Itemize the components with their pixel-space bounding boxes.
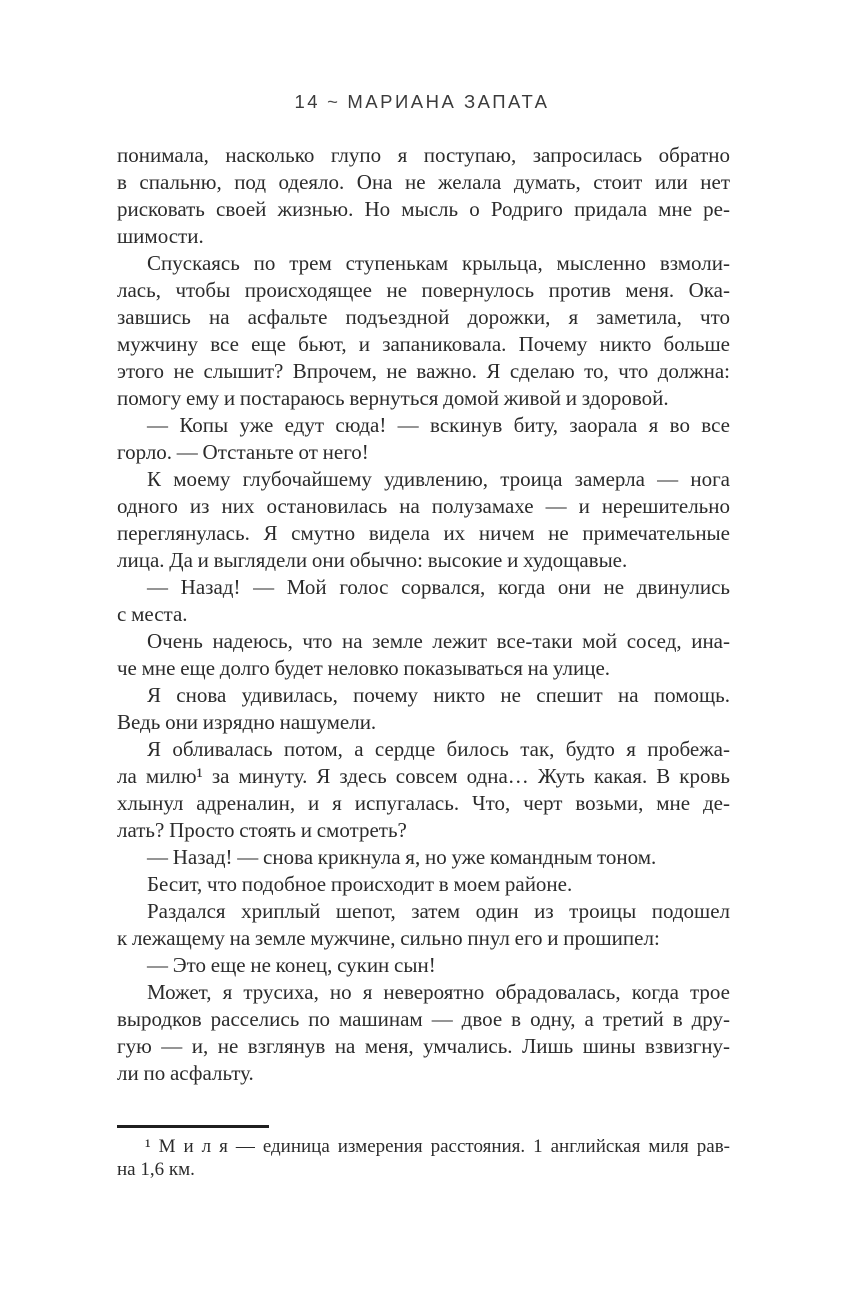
- paragraph: [117, 898, 730, 952]
- paragraph: [117, 736, 730, 844]
- text-line: Бесит, что подобное происходит в моем районе.: [147, 872, 573, 896]
- text-line: Очень надеюсь, что на земле лежит все-таки мой сосед, ина-: [147, 629, 730, 653]
- text-line: понимала, насколько глупо я поступаю, запросилась обратно: [117, 143, 730, 167]
- separator-tilde: ~: [327, 91, 341, 112]
- footnote-line: на 1,6 км.: [117, 1159, 195, 1180]
- text-line: лица. Да и выглядели они обычно: высокие и худощавые.: [117, 548, 628, 572]
- footnote: [117, 1125, 730, 1181]
- running-head: [0, 92, 844, 112]
- text-line: ли по асфальту.: [117, 1061, 254, 1085]
- text-line: — Назад! — снова крикнула я, но уже командным тоном.: [147, 845, 657, 869]
- text-line: Спускаясь по трем ступенькам крыльца, мысленно взмоли-: [147, 251, 730, 275]
- text-line: к лежащему на земле мужчине, сильно пнул его и прошипел:: [117, 926, 660, 950]
- text-line: Раздался хриплый шепот, затем один из троицы подошел: [147, 899, 730, 923]
- text-line: этого не слышит? Впрочем, не важно. Я сделаю то, что должна:: [117, 359, 730, 383]
- text-line: хлынул адреналин, и я испугалась. Что, черт возьми, мне де-: [117, 791, 730, 815]
- text-line: в спальню, под одеяло. Она не желала думать, стоит или нет: [117, 170, 730, 194]
- text-line: с места.: [117, 602, 188, 626]
- text-line: — Это еще не конец, сукин сын!: [147, 953, 436, 977]
- text-line: рисковать своей жизнью. Но мысль о Родриго придала мне ре-: [117, 197, 730, 221]
- text-line: ла милю¹ за минуту. Я здесь совсем одна… Жуть какая. В кровь: [117, 764, 730, 788]
- text-line: — Назад! — Мой голос сорвался, когда они не двинулись: [147, 575, 730, 599]
- text-line: помогу ему и постараюсь вернуться домой живой и здоровой.: [117, 386, 669, 410]
- paragraph: [117, 952, 730, 979]
- footnote-line: ¹ М и л я — единица измерения расстояния. 1 английская миля рав-: [145, 1136, 730, 1157]
- text-line: че мне еще долго будет неловко показываться на улице.: [117, 656, 611, 680]
- text-line: Ведь они изрядно нашумели.: [117, 710, 377, 734]
- paragraph: [117, 979, 730, 1087]
- text-line: лать? Просто стоять и смотреть?: [117, 818, 407, 842]
- text-line: выродков расселись по машинам — двое в одну, а третий в дру-: [117, 1007, 730, 1031]
- paragraph: [117, 628, 730, 682]
- text-line: К моему глубочайшему удивлению, троица замерла — нога: [147, 467, 730, 491]
- author-name: МАРИАНА ЗАПАТА: [347, 91, 550, 112]
- paragraph: [117, 871, 730, 898]
- paragraph: [117, 142, 730, 250]
- text-line: шимости.: [117, 224, 204, 248]
- footnote-text: [117, 1135, 730, 1181]
- text-line: переглянулась. Я смутно видела их ничем не примечательные: [117, 521, 730, 545]
- text-line: гую — и, не взглянув на меня, умчались. Лишь шины взвизгну-: [117, 1034, 730, 1058]
- text-line: Я снова удивилась, почему никто не спешит на помощь.: [147, 683, 730, 707]
- paragraph: [117, 412, 730, 466]
- paragraph: [117, 574, 730, 628]
- text-line: — Копы уже едут сюда! — вскинув биту, заорала я во все: [147, 413, 730, 437]
- paragraph: [117, 844, 730, 871]
- text-line: одного из них остановилась на полузамахе — и нерешительно: [117, 494, 730, 518]
- page-number: 14: [294, 91, 321, 112]
- text-line: мужчину все еще бьют, и запаниковала. Почему никто больше: [117, 332, 730, 356]
- text-line: Я обливалась потом, а сердце билось так, будто я пробежа-: [147, 737, 730, 761]
- text-line: лась, чтобы происходящее не повернулось против меня. Ока-: [117, 278, 730, 302]
- paragraph: [117, 682, 730, 736]
- paragraph: [117, 250, 730, 412]
- text-line: горло. — Отстаньте от него!: [117, 440, 369, 464]
- paragraph: [117, 466, 730, 574]
- footnote-rule: [117, 1125, 269, 1128]
- text-line: завшись на асфальте подъездной дорожки, я заметила, что: [117, 305, 730, 329]
- text-line: Может, я трусиха, но я невероятно обрадовалась, когда трое: [147, 980, 730, 1004]
- body-text: [117, 142, 730, 1087]
